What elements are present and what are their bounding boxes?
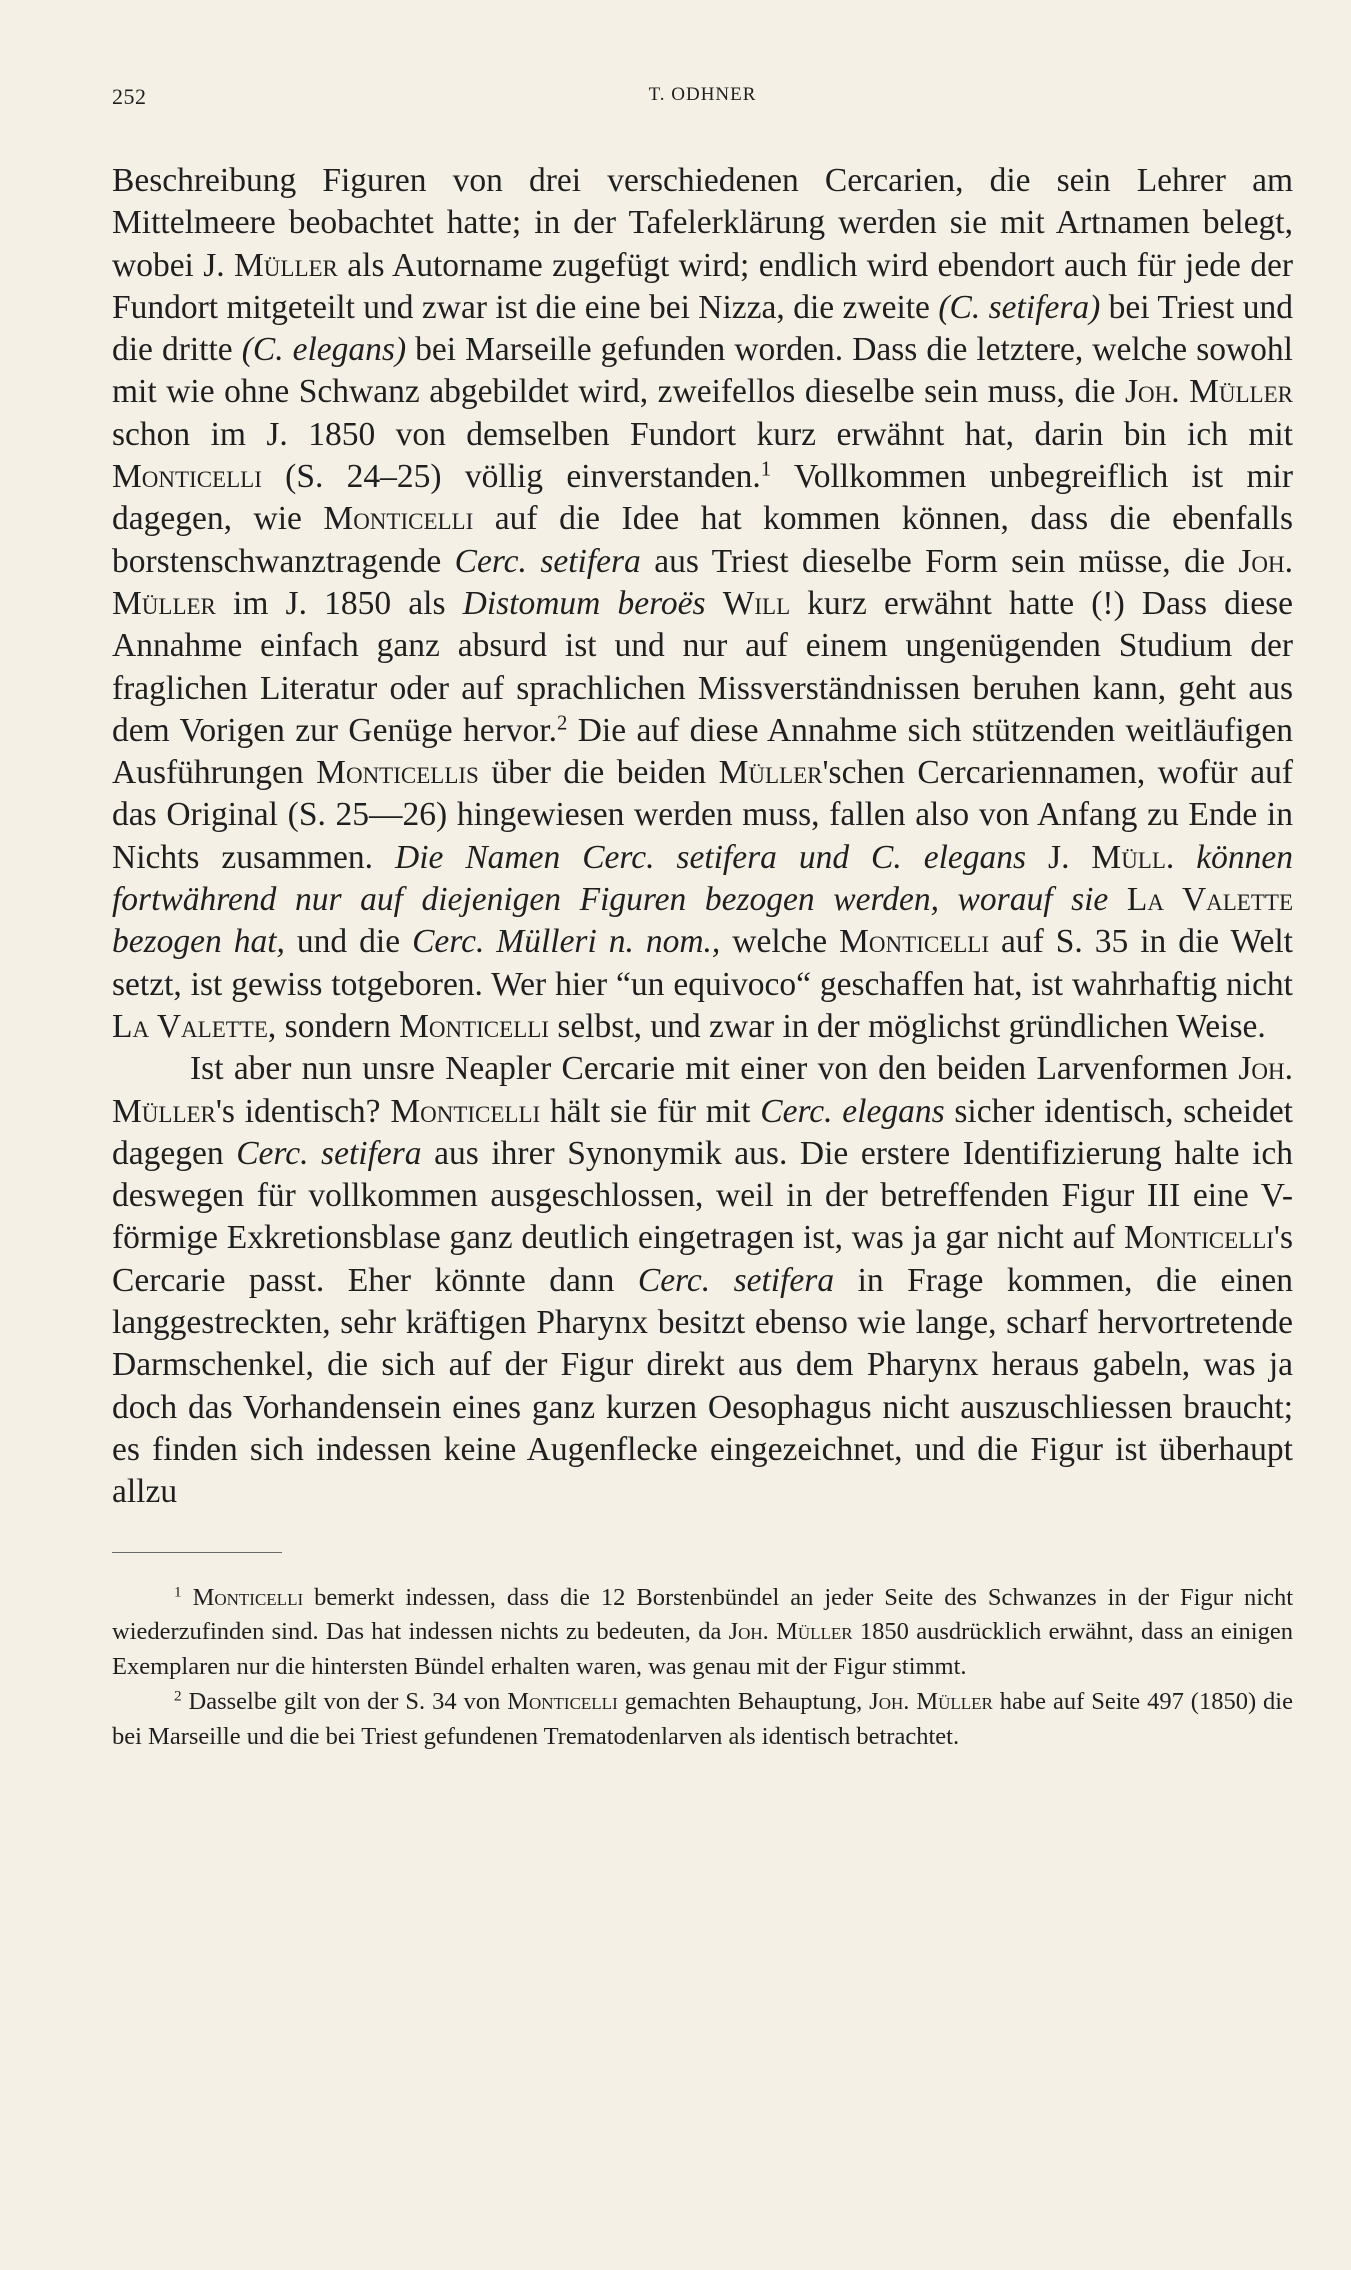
footnote-2: $^2$ Dasselbe gilt von der S. 34 von Monticelli gemachten Behauptung, Joh. Müller habe auf Seite 497 (1850) die bei Marseille und die bei Triest gefundenen Trematodenlarven als identisch betrachtet.: [112, 1687, 1293, 1750]
author-name: Monticelli: [507, 1687, 618, 1715]
author-name: Monticellis: [316, 754, 479, 792]
author-name: Joh. Müller: [112, 542, 1293, 622]
author-name: Monticelli: [839, 923, 990, 961]
author-name: Müll.: [1091, 838, 1175, 876]
paragraph-1: Beschreibung Figuren von drei verschiedenen Cercarien, die sein Lehrer am Mittelmeere beobachtet hatte; in der Tafelerklärung werden sie mit Artnamen belegt, wobei J. Müller als Autorname zugefügt wird; endlich wird ebendort auch für jede der Fundort mitgeteilt und zwar ist die eine bei Nizza, die zweite (C. setifera) bei Triest und die dritte (C. elegans) bei Marseille gefunden worden. Dass die letztere, welche sowohl mit wie ohne Schwanz abgebildet wird, zweifellos dieselbe sein muss, die Joh. Müller schon im J. 1850 von demselben Fundort kurz erwähnt hat, darin bin ich mit Monticelli (S. 24–25) völlig einverstanden.$^1$ Vollkommen unbegreiflich ist mir dagegen, wie Monticelli auf die Idee hat kommen können, dass die ebenfalls borstenschwanztragende Cerc. setifera aus Triest dieselbe Form sein müsse, die Joh. Müller im J. 1850 als Distomum beroës Will kurz erwähnt hatte (!) Dass diese Annahme einfach ganz absurd ist und nur auf einem ungenügenden Studium der fraglichen Literatur oder auf sprachlichen Missverständnissen beruhen kann, geht aus dem Vorigen zur Genüge hervor.$^2$ Die auf diese Annahme sich stützenden weitläufigen Ausführungen Monticellis über die beiden Müller'schen Cercariennamen, wofür auf das Original (S. 25—26) hingewiesen werden muss, fallen also von Anfang zu Ende in Nichts zusammen. Die Namen Cerc. setifera und C. elegans J. Müll. können fortwährend nur auf diejenigen Figuren bezogen werden, worauf sie La Valette bezogen hat, und die Cerc. Mülleri n. nom., welche Monticelli auf S. 35 in die Welt setzt, ist gewiss totgeboren. Wer hier “un equivoco“ geschaffen hat, ist wahrhaftig nicht La Valette, sondern Monticelli selbst, und zwar in der möglichst gründlichen Weise.: [112, 162, 1294, 1045]
emphasis-text: bezogen hat,: [112, 923, 285, 961]
author-name: Monticelli: [323, 500, 474, 538]
author-name: Will: [722, 584, 791, 622]
author-name: Monticelli: [1124, 1219, 1274, 1257]
species-name: Cerc. setifera: [454, 542, 641, 580]
author-name: La Valette: [112, 1007, 268, 1045]
species-name: Distomum beroës: [462, 584, 706, 622]
footnote-ref-1: 1: [760, 457, 772, 481]
paragraph-2: Ist aber nun unsre Neapler Cercarie mit einer von den beiden Larvenformen Joh. Müller's identisch? Monticelli hält sie für mit Cerc. elegans sicher identisch, scheidet dagegen Cerc. setifera aus ihrer Synonymik aus. Die erstere Identifizierung halte ich deswegen für vollkommen ausgeschlossen, weil in der betreffenden Figur III eine V-förmige Exkretionsblase ganz deutlich eingetragen ist, was ja gar nicht auf Monticelli's Cercarie passt. Eher könnte dann Cerc. setifera in Frage kommen, die einen langgestreckten, sehr kräftigen Pharynx besitzt ebenso wie lange, scharf hervortretende Darmschenkel, die sich auf der Figur direkt aus dem Pharynx heraus gabeln, was ja doch das Vorhandensein eines ganz kurzen Oesophagus nicht auszuschliessen braucht; es finden sich indessen keine Augenflecke eingezeichnet, und die Figur ist überhaupt allzu: [112, 1050, 1293, 1511]
footnote-1: $^1$ Monticelli bemerkt indessen, dass die 12 Borstenbündel an jeder Seite des Schwanzes in der Figur nicht wiederzufinden sind. Das hat indessen nichts zu bedeuten, da Joh. Müller 1850 ausdrücklich erwähnt, dass an einigen Exemplaren nur die hintersten Bündel erhalten waren, was genau mit der Figur stimmt.: [112, 1583, 1294, 1681]
emphasis-text: können fortwährend nur auf diejenigen Figuren bezogen werden, worauf sie: [112, 838, 1293, 919]
body-text: [112, 160, 1293, 1514]
author-name: Monticelli: [112, 458, 262, 496]
author-name: Joh. Müller: [112, 1050, 1293, 1130]
running-head: T. ODHNER: [648, 84, 757, 105]
footnote-ref-2: 2: [556, 711, 568, 735]
species-name: (C. elegans): [241, 331, 407, 369]
author-name: Joh. Müller: [728, 1618, 853, 1646]
author-name: Joh. Müller: [1124, 373, 1293, 411]
page-header: [112, 84, 1293, 120]
footnotes: [112, 1581, 1293, 1755]
page-number: 252: [112, 84, 147, 109]
author-name: Müller: [718, 754, 823, 792]
species-name: Cerc. elegans: [760, 1092, 945, 1130]
footnote-marker: 1: [174, 1583, 182, 1601]
author-name: Müller: [234, 246, 338, 284]
species-name: Cerc. Mülleri n. nom.,: [412, 923, 721, 961]
emphasis-text: Die Namen Cerc. setifera und C. elegans: [395, 838, 1027, 876]
author-name: Monticelli: [390, 1092, 541, 1130]
author-name: Joh. Müller: [869, 1687, 993, 1715]
species-name: Cerc. setifera: [236, 1134, 422, 1172]
book-page: [112, 84, 1293, 1754]
footnote-marker: 2: [174, 1687, 182, 1705]
author-name: Monticelli: [399, 1007, 549, 1045]
footnote-divider: [112, 1552, 282, 1553]
species-name: (C. setifera): [938, 288, 1101, 326]
author-name: La Valette: [1126, 881, 1293, 919]
author-name: Monticelli: [192, 1583, 304, 1611]
species-name: Cerc. setifera: [637, 1261, 835, 1299]
